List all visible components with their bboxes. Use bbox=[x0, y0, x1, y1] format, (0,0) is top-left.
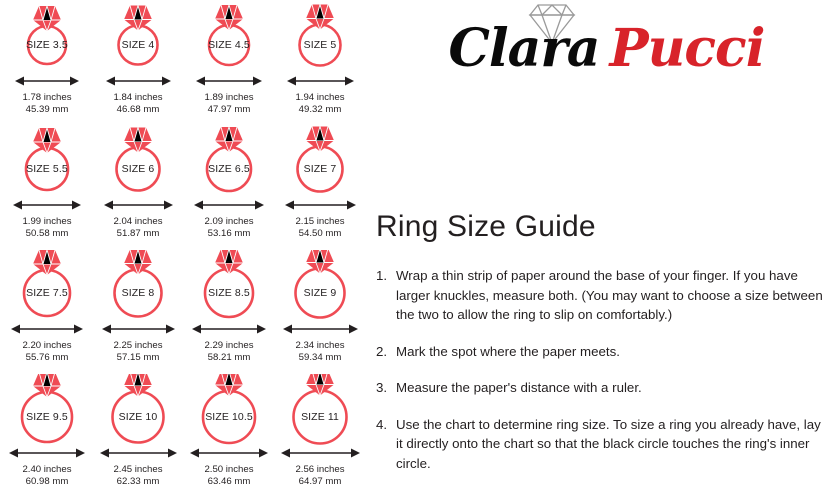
diameter-arrow bbox=[93, 323, 183, 337]
page-title: Ring Size Guide bbox=[376, 210, 596, 243]
ring-icon bbox=[93, 126, 183, 198]
diameter-arrow bbox=[2, 199, 92, 213]
ring-illustration bbox=[184, 126, 274, 198]
measurement-mm: 59.34 mm bbox=[298, 351, 342, 363]
measurement-mm: 60.98 mm bbox=[25, 475, 69, 487]
measurement-mm: 55.76 mm bbox=[25, 351, 69, 363]
ring-measurement bbox=[93, 340, 183, 363]
ring-illustration bbox=[184, 2, 274, 74]
ring-size-cell bbox=[93, 126, 183, 250]
ring-icon bbox=[275, 374, 365, 446]
ring-icon bbox=[93, 374, 183, 446]
measurement-inches: 2.34 inches bbox=[295, 340, 345, 351]
ring-illustration bbox=[275, 126, 365, 198]
ring-measurement bbox=[275, 340, 365, 363]
step-number: 3. bbox=[376, 380, 388, 395]
step-number: 4. bbox=[376, 416, 388, 432]
diameter-arrow bbox=[184, 199, 274, 213]
measurement-mm: 64.97 mm bbox=[298, 475, 342, 487]
instruction-step bbox=[376, 266, 823, 325]
ring-size-grid bbox=[0, 0, 362, 498]
measurement-inches: 2.29 inches bbox=[204, 340, 254, 351]
measurement-inches: 1.99 inches bbox=[22, 216, 72, 227]
ring-size-label: SIZE 5.5 bbox=[26, 163, 68, 175]
step-number: 1. bbox=[376, 268, 388, 283]
measurement-inches: 2.20 inches bbox=[22, 340, 72, 351]
measurement-mm: 63.46 mm bbox=[207, 475, 251, 487]
ring-size-label: SIZE 4.5 bbox=[208, 39, 250, 51]
ring-icon bbox=[184, 2, 274, 74]
diameter-arrow bbox=[93, 199, 183, 213]
ring-measurement bbox=[2, 340, 92, 363]
ring-size-cell bbox=[275, 250, 365, 374]
ring-illustration bbox=[275, 250, 365, 322]
ring-icon bbox=[2, 250, 92, 322]
instruction-step bbox=[376, 342, 823, 362]
measurement-inches: 2.40 inches bbox=[22, 464, 72, 475]
measurement-mm: 51.87 mm bbox=[116, 227, 160, 239]
ring-size-cell bbox=[2, 126, 92, 250]
step-text: Mark the spot where the paper meets. bbox=[396, 343, 620, 359]
measurement-mm: 46.68 mm bbox=[116, 103, 160, 115]
measurement-inches: 2.56 inches bbox=[295, 464, 345, 475]
ring-size-cell bbox=[184, 126, 274, 250]
diameter-arrow bbox=[275, 447, 365, 461]
diameter-arrow bbox=[275, 199, 365, 213]
measurement-mm: 47.97 mm bbox=[207, 103, 251, 115]
measurement-mm: 58.21 mm bbox=[207, 351, 251, 363]
measurement-inches: 2.45 inches bbox=[113, 464, 163, 475]
ring-illustration bbox=[93, 250, 183, 322]
ring-size-cell bbox=[2, 374, 92, 498]
ring-size-cell bbox=[184, 374, 274, 498]
ring-size-cell bbox=[2, 2, 92, 126]
ring-measurement bbox=[275, 464, 365, 487]
ring-size-label: SIZE 3.5 bbox=[26, 39, 68, 51]
measurement-inches: 2.09 inches bbox=[204, 216, 254, 227]
step-text: Wrap a thin strip of paper around the base of your finger. If you have larger knuckles, measure both. (You may want to choose a size between the two to allow the ring to slip on comfortably.) bbox=[396, 268, 823, 322]
ring-size-label: SIZE 4 bbox=[121, 39, 155, 51]
ring-measurement bbox=[93, 216, 183, 239]
diameter-arrow bbox=[275, 75, 365, 89]
measurement-inches: 1.94 inches bbox=[295, 92, 345, 103]
diameter-arrow bbox=[93, 447, 183, 461]
ring-size-label: SIZE 9 bbox=[303, 287, 337, 299]
ring-size-cell bbox=[275, 126, 365, 250]
measurement-mm: 53.16 mm bbox=[207, 227, 251, 239]
guide-panel bbox=[368, 0, 839, 501]
step-text: Measure the paper's distance with a ruler. bbox=[396, 380, 642, 395]
ring-size-cell bbox=[93, 250, 183, 374]
ring-size-cell bbox=[93, 374, 183, 498]
ring-measurement bbox=[184, 464, 274, 487]
ring-icon bbox=[93, 250, 183, 322]
ring-measurement bbox=[184, 92, 274, 115]
ring-size-label: SIZE 7 bbox=[303, 163, 337, 175]
measurement-inches: 1.89 inches bbox=[204, 92, 254, 103]
diameter-arrow bbox=[2, 447, 92, 461]
ring-icon bbox=[275, 126, 365, 198]
ring-icon bbox=[275, 250, 365, 322]
ring-icon bbox=[184, 374, 274, 446]
ring-icon bbox=[184, 126, 274, 198]
ring-size-label: SIZE 5 bbox=[303, 39, 337, 51]
measurement-inches: 1.78 inches bbox=[22, 92, 72, 103]
ring-illustration bbox=[93, 2, 183, 74]
ring-size-cell bbox=[184, 2, 274, 126]
ring-size-cell bbox=[275, 374, 365, 498]
instruction-steps bbox=[376, 266, 823, 473]
ring-measurement bbox=[2, 464, 92, 487]
ring-illustration bbox=[93, 374, 183, 446]
ring-size-cell bbox=[2, 250, 92, 374]
ring-size-cell bbox=[93, 2, 183, 126]
ring-icon bbox=[275, 2, 365, 74]
ring-size-label: SIZE 10.5 bbox=[205, 411, 253, 423]
measurement-mm: 45.39 mm bbox=[25, 103, 69, 115]
ring-measurement bbox=[275, 216, 365, 239]
ring-icon bbox=[2, 2, 92, 74]
ring-illustration bbox=[2, 250, 92, 322]
ring-size-label: SIZE 11 bbox=[301, 411, 339, 423]
diameter-arrow bbox=[93, 75, 183, 89]
ring-size-label: SIZE 8 bbox=[121, 287, 155, 299]
ring-measurement bbox=[184, 216, 274, 239]
ring-illustration bbox=[184, 374, 274, 446]
ring-size-cell bbox=[275, 2, 365, 126]
ring-size-label: SIZE 6.5 bbox=[208, 163, 250, 175]
measurement-inches: 1.84 inches bbox=[113, 92, 163, 103]
ring-size-chart bbox=[0, 0, 362, 501]
measurement-mm: 54.50 mm bbox=[298, 227, 342, 239]
measurement-inches: 2.04 inches bbox=[113, 216, 163, 227]
ring-illustration bbox=[184, 250, 274, 322]
ring-size-label: SIZE 7.5 bbox=[26, 287, 68, 299]
measurement-inches: 2.50 inches bbox=[204, 464, 254, 475]
measurement-inches: 2.25 inches bbox=[113, 340, 163, 351]
ring-measurement bbox=[275, 92, 365, 115]
ring-illustration bbox=[93, 126, 183, 198]
ring-icon bbox=[93, 2, 183, 74]
diameter-arrow bbox=[2, 323, 92, 337]
instruction-step bbox=[376, 415, 823, 474]
ring-measurement bbox=[93, 92, 183, 115]
brand-second-word: Pucci bbox=[609, 18, 765, 79]
instruction-step bbox=[376, 378, 823, 398]
ring-icon bbox=[184, 250, 274, 322]
brand-wordmark bbox=[374, 18, 839, 80]
diameter-arrow bbox=[184, 447, 274, 461]
ring-illustration bbox=[2, 374, 92, 446]
ring-measurement bbox=[93, 464, 183, 487]
ring-illustration bbox=[2, 126, 92, 198]
ring-measurement bbox=[2, 216, 92, 239]
step-text: Use the chart to determine ring size. To size a ring you already have, lay it directly onto the chart so that the black circle touches the ring's inner circle. bbox=[396, 416, 821, 471]
ring-illustration bbox=[275, 374, 365, 446]
ring-size-cell bbox=[184, 250, 274, 374]
measurement-inches: 2.15 inches bbox=[295, 216, 345, 227]
ring-size-label: SIZE 10 bbox=[118, 411, 158, 423]
brand-first-word: Clara bbox=[448, 18, 600, 79]
step-number: 2. bbox=[376, 343, 388, 359]
diameter-arrow bbox=[184, 75, 274, 89]
ring-measurement bbox=[2, 92, 92, 115]
ring-icon bbox=[2, 126, 92, 198]
ring-illustration bbox=[275, 2, 365, 74]
ring-illustration bbox=[2, 2, 92, 74]
ring-size-label: SIZE 9.5 bbox=[26, 411, 68, 423]
diameter-arrow bbox=[184, 323, 274, 337]
diameter-arrow bbox=[275, 323, 365, 337]
diameter-arrow bbox=[2, 75, 92, 89]
ring-size-label: SIZE 6 bbox=[121, 163, 155, 175]
measurement-mm: 57.15 mm bbox=[116, 351, 160, 363]
brand-logo bbox=[368, 0, 839, 104]
measurement-mm: 62.33 mm bbox=[116, 475, 160, 487]
ring-icon bbox=[2, 374, 92, 446]
ring-measurement bbox=[184, 340, 274, 363]
measurement-mm: 50.58 mm bbox=[25, 227, 69, 239]
ring-size-label: SIZE 8.5 bbox=[208, 287, 250, 299]
measurement-mm: 49.32 mm bbox=[298, 103, 342, 115]
